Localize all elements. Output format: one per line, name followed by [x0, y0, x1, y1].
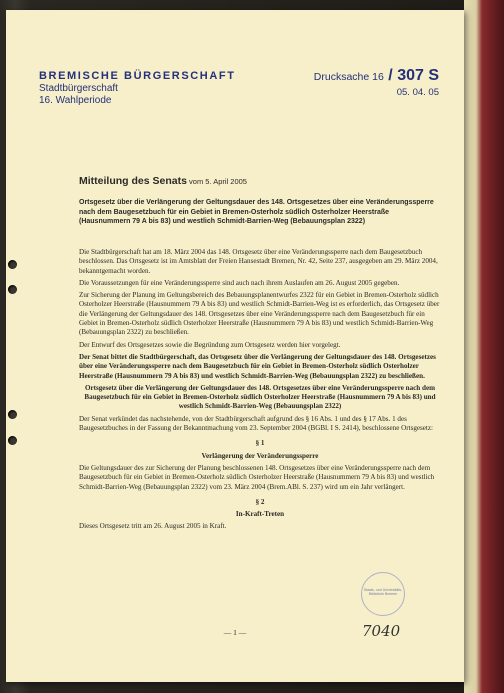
paragraph: Zur Sicherung der Planung im Geltungsbereich des Bebauungsplanentwurfes 2322 für ein Gebiet in Bremen-Osterholz südlich Osterholzer Heerstraße (Hausnummern 79 A bis 83) und westlich Schmidt-Barrien-Weg ist es erforderlich, das Ortsgesetz über die Verlängerung der Geltungsdauer des 148. Ortsgesetzes über eine Veränderungssperre nach dem Baugesetzbuch für ein Gebiet in Bremen-Osterholz südlich Osterholzer Heerstraße (Hausnummern 79 A bis 83) und westlich Schmidt-Barrien-Weg (Bebauungsplan 2322) zu beschließen.: [79, 291, 440, 337]
section-number: § 1: [255, 439, 265, 448]
page-number: — 1 —: [223, 628, 247, 637]
drucksache-label: Drucksache 16: [313, 71, 384, 83]
handwritten-note: 7040: [362, 622, 401, 640]
law-intro: Der Senat verkündet das nachstehende, von der Stadtbürgerschaft aufgrund des § 16 Abs. 1 und des § 17 Abs. 1 des Baugesetzbuches in der Fassung der Bekanntmachung vom 23. September 2004 (BGBl. I S. 2414), beschlossene Ortsgesetz:: [79, 414, 434, 433]
document-title: [79, 175, 247, 187]
law-title: Ortsgesetz über die Verlängerung der Geltungsdauer des 148. Ortsgesetzes über eine Veränderungssperre nach dem Baugesetzbuch für ein Gebiet in Bremen-Osterholz südlich Osterholzer Heerstraße (Hausnummern 79 A bis 83) und westlich Schmidt-Barrien-Weg (Bebauungsplan 2322): [84, 383, 436, 411]
title-main: Mitteilung des Senats: [79, 175, 187, 187]
punch-hole: [8, 260, 17, 269]
senate-request: Der Senat bittet die Stadtbürgerschaft, das Ortsgesetz über die Verlängerung der Geltungsdauer des 148. Ortsgesetzes über eine Veränderungssperre nach dem Baugesetzbuch für ein Gebiet in Bremen-Osterholz südlich Osterholzer Heerstraße (Hausnummern 79 A bis 83) und westlich Schmidt-Barrien-Weg (Bebauungsplan 2322) zu beschließen.: [79, 352, 436, 380]
org-name: BREMISCHE BÜRGERSCHAFT: [39, 70, 236, 82]
paragraph: Der Entwurf des Ortsgesetzes sowie die Begründung zum Ortsgesetz werden hier vorgelegt.: [79, 340, 341, 349]
document-subject: Ortsgesetz über die Verlängerung der Geltungsdauer des 148. Ortsgesetzes über eine Veränderungssperre nach dem Baugesetzbuch für ein Gebiet in Bremen-Osterholz südlich Osterholzer Heerstraße (Hausnummern 79 A bis 83) und westlich Schmidt-Barrien-Weg (Bebauungsplan 2322): [79, 199, 434, 225]
section-number: § 2: [255, 497, 265, 506]
document-page: [6, 10, 464, 682]
section-text: Die Geltungsdauer des zur Sicherung der Planung beschlossenen 148. Ortsgesetzes über eine Veränderungssperre nach dem Baugesetzbuch für ein Gebiet in Bremen-Osterholz südlich Osterholzer Heerstraße (Hausnummern 79 A bis 83) und westlich Schmidt-Barrien-Weg (Bebauungsplan 2322) vom 23. März 2004 (Brem.ABl. S. 237) wird um ein Jahr verlängert.: [79, 463, 435, 491]
punch-hole: [8, 285, 17, 294]
document-header: [39, 67, 439, 106]
drucksache-number: / 307 S: [388, 67, 439, 84]
document-date: 05. 04. 05: [396, 87, 439, 98]
section-heading: Verlängerung der Veränderungssperre: [201, 451, 319, 460]
stamp-text: Staats- und Universitäts-Bibliothek Bremen: [363, 588, 403, 596]
title-sub: vom 5. April 2005: [186, 177, 247, 186]
punch-hole: [8, 410, 17, 419]
legislative-period: 16. Wahlperiode: [39, 95, 112, 106]
punch-hole: [8, 436, 17, 445]
paragraph: Die Stadtbürgerschaft hat am 18. März 2004 das 148. Ortsgesetz über eine Veränderungssperre nach dem Baugesetzbuch beschlossen. Das Ortsgesetz ist im Amtsblatt der Freien Hansestadt Bremen, Nr. 42, Seite 237, ausgegeben am 29. März 2004, bekanntgemacht worden.: [79, 248, 438, 275]
section-text: Dieses Ortsgesetz tritt am 26. August 2005 in Kraft.: [79, 522, 227, 531]
parliament-body: Stadtbürgerschaft: [39, 83, 118, 94]
section-heading: In-Kraft-Treten: [235, 510, 285, 519]
paragraph: Die Voraussetzungen für eine Veränderungssperre sind auch nach ihrem Auslaufen am 26. August 2005 gegeben.: [79, 278, 400, 287]
library-stamp: [361, 572, 405, 616]
binder-cover-edge: [464, 0, 504, 693]
document-body: [79, 248, 441, 535]
drucksache-block: [314, 67, 439, 98]
